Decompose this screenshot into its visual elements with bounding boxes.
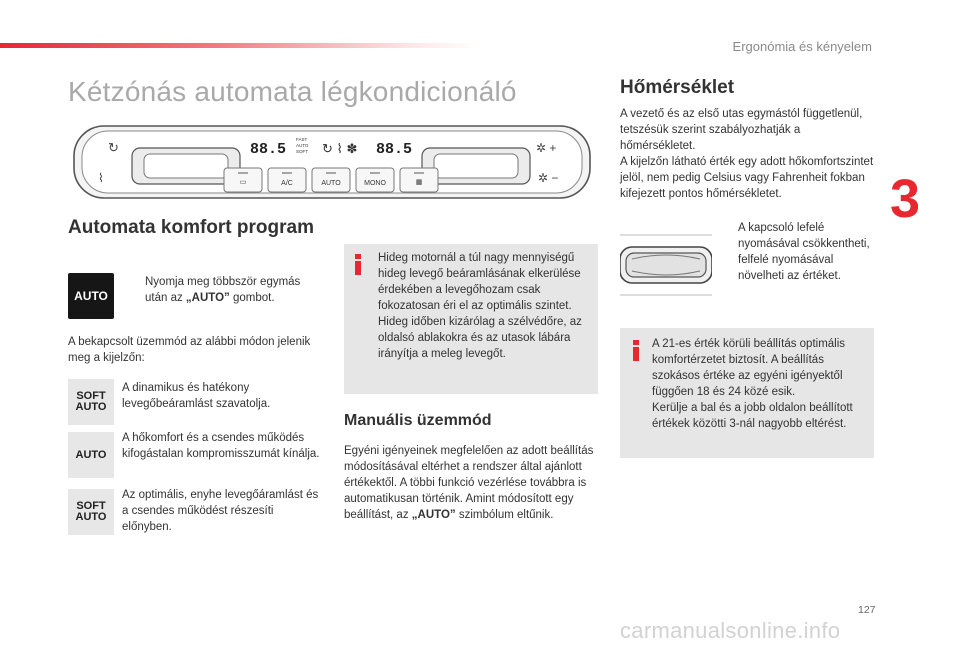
mode-description-1: A dinamikus és hatékony levegőbeáramlást szavatolja. [122,382,271,410]
cold-engine-info-text: Hideg motornál a túl nagy mennyiségű hideg levegő beáramlásának elkerülése érdekében a levegőhozam csak fokozatosan éri el az optimális szintet. Hideg időben kizárólag a szélvédőre, az oldalsó ablakokra és az utasok lábára irányítja a meleg levegőt. [378,252,582,360]
chapter-number: 3 [890,169,921,229]
left-temp-display: 88.5 [250,141,287,158]
climate-panel-image [68,124,596,202]
header-accent-bar [0,43,480,48]
right-temp-display: 88.5 [376,141,413,158]
panel-button-auto: AUTO [321,180,341,187]
cold-engine-info-box [344,244,598,394]
temperature-switch-image [620,229,712,301]
temperature-info-text: A 21-es érték körüli beállítás optimális komfortérzetet biztosít. A beállítás szokásos értéke az egyéni igényektől függően 18 és 24 közé esik. Kerülje a bal és a jobb oldalon beállított értékek közötti 3-nál nagyobb eltérést. [652,338,853,430]
manual-mode-heading: Manuális üzemmód [344,412,492,429]
svg-text:↻: ↻ [108,140,119,155]
mode-label-soft: SOFT [296,149,308,154]
manual-mode-text: Egyéni igényeinek megfelelően az adott beállítás módosításával eltérhet a rendszer által ajánlott értékektől. A többi funkció vezérlése továbbra is automatikusan történik. Amint módosított egy beállítást, az „AUTO” szimbólum eltűnik. [344,445,594,521]
mode-label-auto: AUTO [296,143,309,148]
watermark: carmanualsonline.info [620,618,841,643]
soft-auto-badge-2: SOFT AUTO [68,489,114,535]
svg-text:✲ −: ✲ − [538,171,559,185]
panel-button-ac: A/C [281,180,293,187]
temperature-info-box [620,328,874,458]
mode-description-3: Az optimális, enyhe levegőáramlást és a csendes működést részesíti előnyben. [122,489,319,533]
auto-comfort-heading: Automata komfort program [68,217,314,238]
soft-auto-badge: SOFT AUTO [68,379,114,425]
page-number: 127 [858,604,876,616]
section-title: Ergonómia és kényelem [732,39,872,54]
svg-text:▦: ▦ [415,179,423,186]
svg-text:✲ +: ✲ + [536,141,557,155]
panel-button-mono: MONO [364,180,386,187]
auto-badge: AUTO [68,432,114,478]
page-title: Kétzónás automata légkondicionáló [68,76,517,107]
svg-text:⌇: ⌇ [98,171,104,185]
auto-instruction: Nyomja meg többször egymás után az „AUTO” gombot. [145,276,301,304]
switch-instruction: A kapcsoló lefelé nyomásával csökkentheti, felfelé nyomásával növelheti az értéket. [738,222,870,282]
temperature-heading: Hőmérséklet [620,77,735,98]
mode-label-fast: FAST [296,137,308,142]
auto-button-image: AUTO [68,273,114,319]
info-icon [354,254,362,275]
svg-text:▭: ▭ [239,179,247,186]
svg-text:↻ ⌇ ✽: ↻ ⌇ ✽ [322,141,358,156]
info-icon-2 [632,340,640,361]
mode-description-2: A hőkomfort és a csendes működés kifogástalan kompromisszumát kínálja. [122,432,320,460]
temperature-text: A vezető és az első utas egymástól függetlenül, tetszésük szerint szabályozhatják a hőmérsékletet. A kijelzőn látható érték egy adott hőkomfortszintet jelöl, nem pedig Celsius vagy Fahrenheit fokban kifejezett pontos hőmérsékletet. [620,108,874,200]
auto-mode-intro: A bekapcsolt üzemmód az alábbi módon jelenik meg a kijelzőn: [68,336,311,364]
